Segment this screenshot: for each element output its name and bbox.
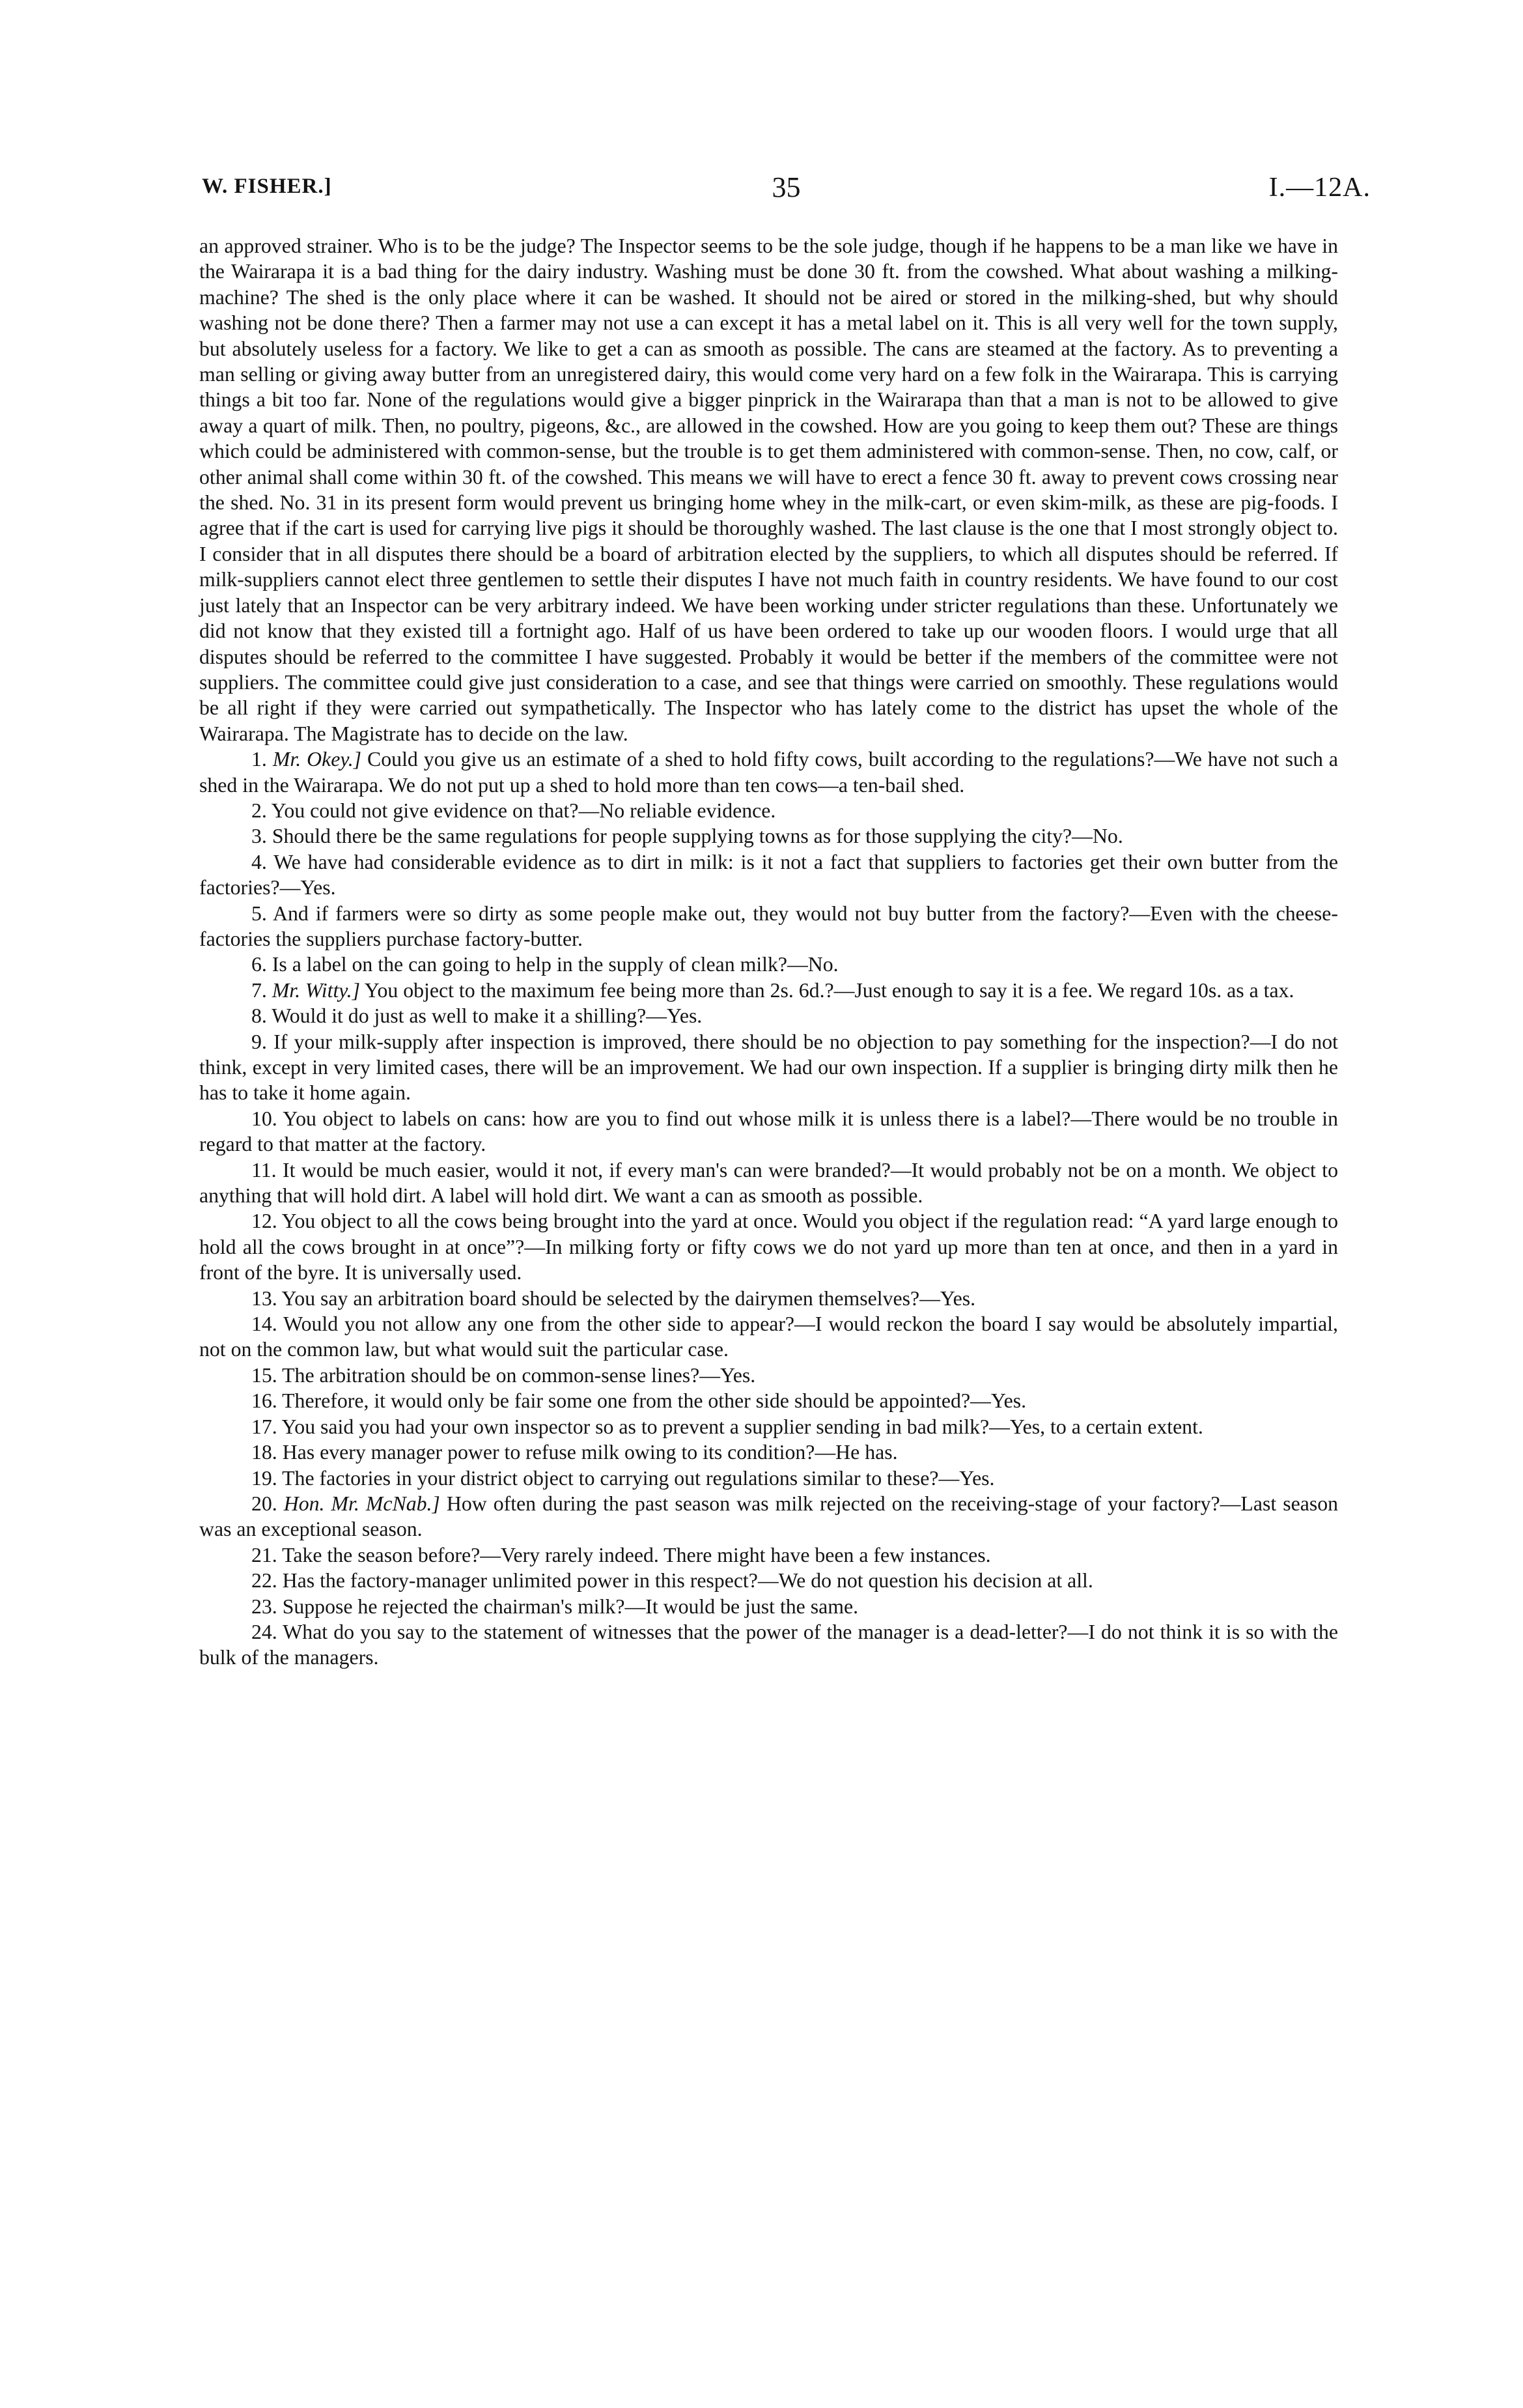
question-number: 7. bbox=[251, 978, 267, 1002]
question-item bbox=[199, 1106, 1338, 1157]
question-number: 8. bbox=[251, 1004, 267, 1028]
question-text: How often during the past season was milk rejected on the receiving-stage of your factory?—Last season was an exceptional season. bbox=[199, 1492, 1338, 1541]
question-text: The arbitration should be on common-sense lines?—Yes. bbox=[282, 1363, 756, 1387]
question-number: 19. bbox=[251, 1466, 277, 1490]
question-number: 1. bbox=[251, 748, 267, 771]
page-number: 35 bbox=[772, 171, 801, 203]
question-number: 12. bbox=[251, 1210, 277, 1233]
question-text: Is a label on the can going to help in the supply of clean milk?—No. bbox=[272, 953, 839, 976]
question-text: You object to the maximum fee being more than 2s. 6d.?—Just enough to say it is a fee. We regard 10s. as a tax. bbox=[359, 978, 1294, 1002]
question-number: 24. bbox=[251, 1620, 277, 1643]
question-item bbox=[199, 1439, 1338, 1465]
question-number: 20. bbox=[251, 1492, 277, 1515]
question-item bbox=[199, 901, 1338, 952]
question-item bbox=[199, 952, 1338, 977]
question-item bbox=[199, 1491, 1338, 1542]
question-item bbox=[199, 1568, 1338, 1593]
question-item bbox=[199, 1414, 1338, 1439]
question-number: 4. bbox=[251, 850, 267, 873]
question-number: 16. bbox=[251, 1389, 277, 1413]
question-item bbox=[199, 1594, 1338, 1619]
questioner-name: Mr. Okey.] bbox=[272, 748, 362, 771]
question-text: And if farmers were so dirty as some people make out, they would not buy butter from the factory?—Even with the cheese-factories the suppliers purchase factory-butter. bbox=[199, 901, 1338, 950]
question-text: You said you had your own inspector so as to prevent a supplier sending in bad milk?—Yes, to a certain extent. bbox=[281, 1415, 1203, 1438]
question-number: 6. bbox=[251, 953, 267, 976]
question-text: Would it do just as well to make it a shilling?—Yes. bbox=[272, 1004, 703, 1028]
question-number: 9. bbox=[251, 1030, 267, 1053]
question-number: 10. bbox=[251, 1107, 277, 1130]
question-number: 15. bbox=[251, 1363, 277, 1387]
question-item bbox=[199, 1029, 1338, 1106]
question-item bbox=[199, 1388, 1338, 1413]
statement-paragraph: an approved strainer. Who is to be the judge? The Inspector seems to be the sole judge, though if he happens to be a man like we have in the Wairarapa it is a bad thing for the dairy industry. Washing must be done 30 ft. from the cowshed. What about washing a milking-machine? The shed is the only place where it can be washed. It should not be aired or stored in the milking-shed, but why should washing not be done there? Then a farmer may not use a can except it has a metal label on it. This is all very well for the town supply, but absolutely useless for a factory. We like to get a can as smooth as possible. The cans are steamed at the factory. As to preventing a man selling or giving away butter from an unregistered dairy, this would come very hard on a few folk in the Wairarapa. This is carrying things a bit too far. None of the regulations would give a bigger pinprick in the Wairarapa than that a man is not to be allowed to give away a quart of milk. Then, no poultry, pigeons, &c., are allowed in the cowshed. How are you going to keep them out? These are things which could be administered with common-sense, but the trouble is to get them administered with common-sense. Then, no cow, calf, or other animal shall come within 30 ft. of the cowshed. This means we will have to erect a fence 30 ft. away to prevent cows crossing near the shed. No. 31 in its present form would prevent us bringing home whey in the milk-cart, or even skim-milk, as these are pig-foods. I agree that if the cart is used for carrying live pigs it should be thoroughly washed. The last clause is the one that I most strongly object to. I consider that in all disputes there should be a board of arbitration elected by the suppliers, to which all disputes should be referred. If milk-suppliers cannot elect three gentlemen to settle their disputes I have not much faith in country residents. We have found to our cost just lately that an Inspector can be very arbitrary indeed. We have been working under stricter regulations than these. Unfortunately we did not know that they existed till a fortnight ago. Half of us have been ordered to take up our wooden floors. I would urge that all disputes should be referred to the committee I have suggested. Probably it would be better if the members of the committee were not suppliers. The committee could give just consideration to a case, and see that things were carried on smoothly. These regulations would be all right if they were carried out sympathetically. The Inspector who has lately come to the district has upset the whole of the Wairarapa. The Magistrate has to decide on the law. bbox=[199, 234, 1338, 745]
question-item bbox=[199, 823, 1338, 849]
question-item bbox=[199, 849, 1338, 901]
question-text: If your milk-supply after inspection is improved, there should be no objection to pay something for the inspection?—I do not think, except in very limited cases, there will be an improvement. We had our own inspection. If a supplier is bringing dirty milk then he has to take it home again. bbox=[199, 1030, 1338, 1105]
question-item bbox=[199, 1542, 1338, 1568]
question-text: Take the season before?—Very rarely indeed. There might have been a few instances. bbox=[282, 1543, 991, 1566]
question-number: 18. bbox=[251, 1441, 277, 1464]
question-text: You say an arbitration board should be selected by the dairymen themselves?—Yes. bbox=[281, 1286, 976, 1310]
witness-name: W. FISHER.] bbox=[202, 175, 332, 198]
question-item bbox=[199, 1003, 1338, 1028]
question-number: 13. bbox=[251, 1286, 277, 1310]
question-number: 23. bbox=[251, 1594, 277, 1618]
question-text: The factories in your district object to carrying out regulations similar to these?—Yes. bbox=[282, 1466, 995, 1490]
question-item bbox=[199, 1363, 1338, 1388]
question-item bbox=[199, 1311, 1338, 1363]
question-text: Would you not allow any one from the other side to appear?—I would reckon the board I say would be absolutely impartial, not on the common law, but what would suit the particular case. bbox=[199, 1312, 1339, 1361]
question-text: Suppose he rejected the chairman's milk?—It would be just the same. bbox=[282, 1594, 859, 1618]
document-reference: I.—12A. bbox=[1268, 173, 1371, 203]
question-text: We have had considerable evidence as to dirt in milk: is it not a fact that suppliers to factories get their own butter from the factories?—Yes. bbox=[199, 850, 1339, 899]
page-header bbox=[202, 171, 1371, 210]
question-text: You could not give evidence on that?—No reliable evidence. bbox=[271, 799, 776, 822]
question-number: 3. bbox=[251, 825, 267, 848]
questioner-name: Hon. Mr. McNab.] bbox=[283, 1492, 440, 1515]
question-text: What do you say to the statement of witnesses that the power of the manager is a dead-letter?—I do not think it is so with the bulk of the managers. bbox=[199, 1620, 1338, 1669]
question-item bbox=[199, 1466, 1338, 1491]
question-number: 17. bbox=[251, 1415, 277, 1438]
question-text: You object to all the cows being brought into the yard at once. Would you object if the regulation read: “A yard large enough to hold all the cows brought in at once”?—In milking forty or fifty cows we do not yard up more than ten at once, and then in a yard in front of the byre. It is universally used. bbox=[199, 1210, 1338, 1284]
question-text: Could you give us an estimate of a shed to hold fifty cows, built according to the regulations?—We have not such a shed in the Wairarapa. We do not put up a shed to hold more than ten cows—a ten-bail shed. bbox=[199, 748, 1338, 797]
question-list bbox=[199, 746, 1338, 1671]
document-body bbox=[199, 233, 1338, 1671]
question-text: It would be much easier, would it not, if every man's can were branded?—It would probably not be on a month. We object to anything that will hold dirt. A label will hold dirt. We want a can as smooth as possible. bbox=[199, 1158, 1338, 1208]
question-text: Has the factory-manager unlimited power in this respect?—We do not question his decision at all. bbox=[282, 1569, 1093, 1593]
questioner-name: Mr. Witty.] bbox=[272, 978, 360, 1002]
question-item bbox=[199, 978, 1338, 1003]
question-item bbox=[199, 1619, 1338, 1671]
question-item bbox=[199, 1157, 1338, 1209]
question-item bbox=[199, 746, 1338, 798]
question-number: 14. bbox=[251, 1312, 277, 1336]
question-text: You object to labels on cans: how are you to find out whose milk it is unless there is a label?—There would be no trouble in regard to that matter at the factory. bbox=[199, 1107, 1338, 1156]
question-item bbox=[199, 1208, 1338, 1285]
question-number: 22. bbox=[251, 1569, 277, 1593]
question-number: 2. bbox=[251, 799, 267, 822]
question-item bbox=[199, 798, 1338, 823]
question-number: 21. bbox=[251, 1543, 277, 1566]
question-text: Has every manager power to refuse milk owing to its condition?—He has. bbox=[282, 1441, 898, 1464]
question-text: Therefore, it would only be fair some one from the other side should be appointed?—Yes. bbox=[282, 1389, 1027, 1413]
question-number: 5. bbox=[251, 901, 267, 925]
question-number: 11. bbox=[251, 1158, 277, 1182]
question-text: Should there be the same regulations for people supplying towns as for those supplying the city?—No. bbox=[272, 825, 1123, 848]
question-item bbox=[199, 1286, 1338, 1311]
